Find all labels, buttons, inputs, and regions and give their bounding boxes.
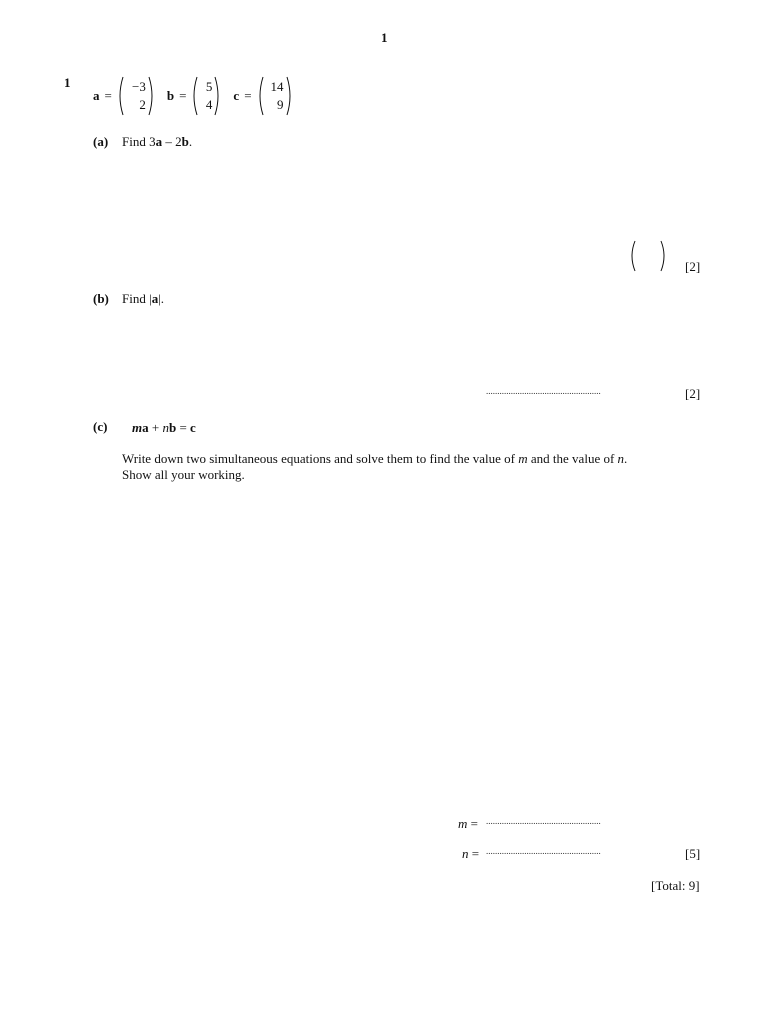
part-c-n-label: n xyxy=(462,846,469,861)
part-c-m-label: m xyxy=(458,816,468,831)
part-c-instr-text-1: Write down two simultaneous equations and solve them to find the value of xyxy=(122,451,519,466)
part-a-text xyxy=(122,134,192,150)
part-a-answer-vector[interactable] xyxy=(629,240,667,272)
part-b-vec-a: a xyxy=(151,291,159,306)
right-paren-icon xyxy=(148,76,155,116)
part-c-n-equals: = xyxy=(468,846,480,861)
part-a-vec-a: a xyxy=(155,134,163,149)
vector-c-bottom: 9 xyxy=(277,97,284,112)
part-c-eq-b: b xyxy=(168,420,177,435)
vector-b-name: b xyxy=(166,88,175,103)
right-paren-icon xyxy=(214,76,221,116)
part-c-eq-plus: + xyxy=(148,420,163,435)
vector-b-column xyxy=(191,76,221,116)
vector-a-column xyxy=(117,76,155,116)
part-c-instr-text-2: and the value of xyxy=(527,451,618,466)
part-b-end: |. xyxy=(158,291,165,306)
part-a-end: . xyxy=(188,134,193,149)
part-c-instr-text-3: . xyxy=(624,451,628,466)
part-c-marks: [5] xyxy=(685,846,701,861)
answer-brackets-icon xyxy=(629,240,667,272)
part-c-instr-n: n xyxy=(617,451,625,466)
vector-c-equals: = xyxy=(244,88,252,103)
left-paren-icon xyxy=(191,76,198,116)
vector-b-equals: = xyxy=(179,88,187,103)
vector-a-bottom: 2 xyxy=(139,97,146,112)
right-paren-icon xyxy=(286,76,293,116)
part-c-m-answer-line[interactable]: ................................................... xyxy=(486,816,601,826)
part-b-marks: [2] xyxy=(685,386,701,401)
part-a-label: (a) xyxy=(93,134,109,149)
part-a-marks: [2] xyxy=(685,259,701,274)
part-a-find: Find 3 xyxy=(122,134,156,149)
part-c-m-label-group xyxy=(458,816,478,832)
question-number: 1 xyxy=(64,75,71,90)
vector-c-name: c xyxy=(233,88,240,103)
part-c-eq-c: c xyxy=(190,420,196,435)
left-paren-icon xyxy=(257,76,264,116)
vector-a-equals: = xyxy=(104,88,112,103)
vector-c-top: 14 xyxy=(270,79,284,94)
part-c-n-label-group xyxy=(462,846,479,862)
part-b-answer-line[interactable]: ................................................... xyxy=(486,386,601,396)
part-b-text xyxy=(122,291,164,307)
part-c-instruction-1 xyxy=(122,451,627,467)
part-c-equation xyxy=(132,420,196,436)
page-number: 1 xyxy=(381,30,388,45)
part-c-eq-a: a xyxy=(142,420,149,435)
part-c-eq-n: n xyxy=(162,420,169,435)
vector-c-column xyxy=(257,76,293,116)
vector-b-top: 5 xyxy=(205,79,213,94)
part-c-instr-m: m xyxy=(518,451,528,466)
vector-definitions xyxy=(93,76,293,116)
part-b-find: Find | xyxy=(122,291,152,306)
part-b-label: (b) xyxy=(93,291,109,306)
part-c-m-equals: = xyxy=(467,816,478,831)
part-c-eq-equals: = xyxy=(176,420,191,435)
vector-a-top: −3 xyxy=(132,79,146,94)
left-paren-icon xyxy=(117,76,124,116)
part-c-n-answer-line[interactable]: ................................................... xyxy=(486,846,601,856)
part-c-instruction-2: Show all your working. xyxy=(122,467,245,482)
part-a-vec-b: b xyxy=(181,134,189,149)
part-a-minus: – 2 xyxy=(162,134,182,149)
vector-b-bottom: 4 xyxy=(205,97,213,112)
part-c-label: (c) xyxy=(93,419,108,434)
vector-a-name: a xyxy=(93,88,100,103)
part-c-eq-m: m xyxy=(132,420,143,435)
total-marks: [Total: 9] xyxy=(651,878,700,893)
